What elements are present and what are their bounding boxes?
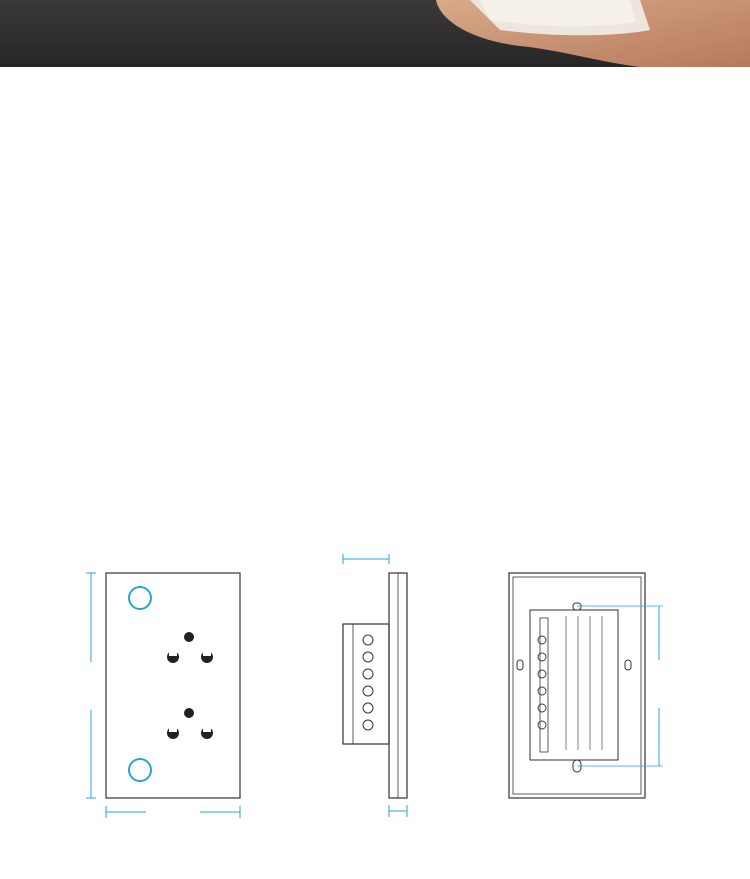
touch-led-top-icon: [129, 587, 151, 609]
bottom-terminal-icon: [538, 636, 546, 729]
front-view: [84, 573, 240, 820]
side-terminal-screws-icon: [363, 635, 373, 730]
bottom-view: [509, 573, 666, 798]
touch-led-bottom-icon: [129, 759, 151, 781]
bottom-panel-outline: [509, 573, 645, 798]
front-panel-outline: [106, 573, 240, 798]
header-banner: [0, 0, 750, 67]
socket-outlet-top-icon: [167, 632, 213, 663]
bottom-module-outline: [530, 610, 618, 760]
hand-device-illustration: [0, 0, 750, 67]
side-view: [343, 554, 407, 817]
technical-drawings: [0, 500, 750, 850]
side-body-outline: [343, 624, 389, 744]
socket-outlet-bottom-icon: [167, 708, 213, 739]
